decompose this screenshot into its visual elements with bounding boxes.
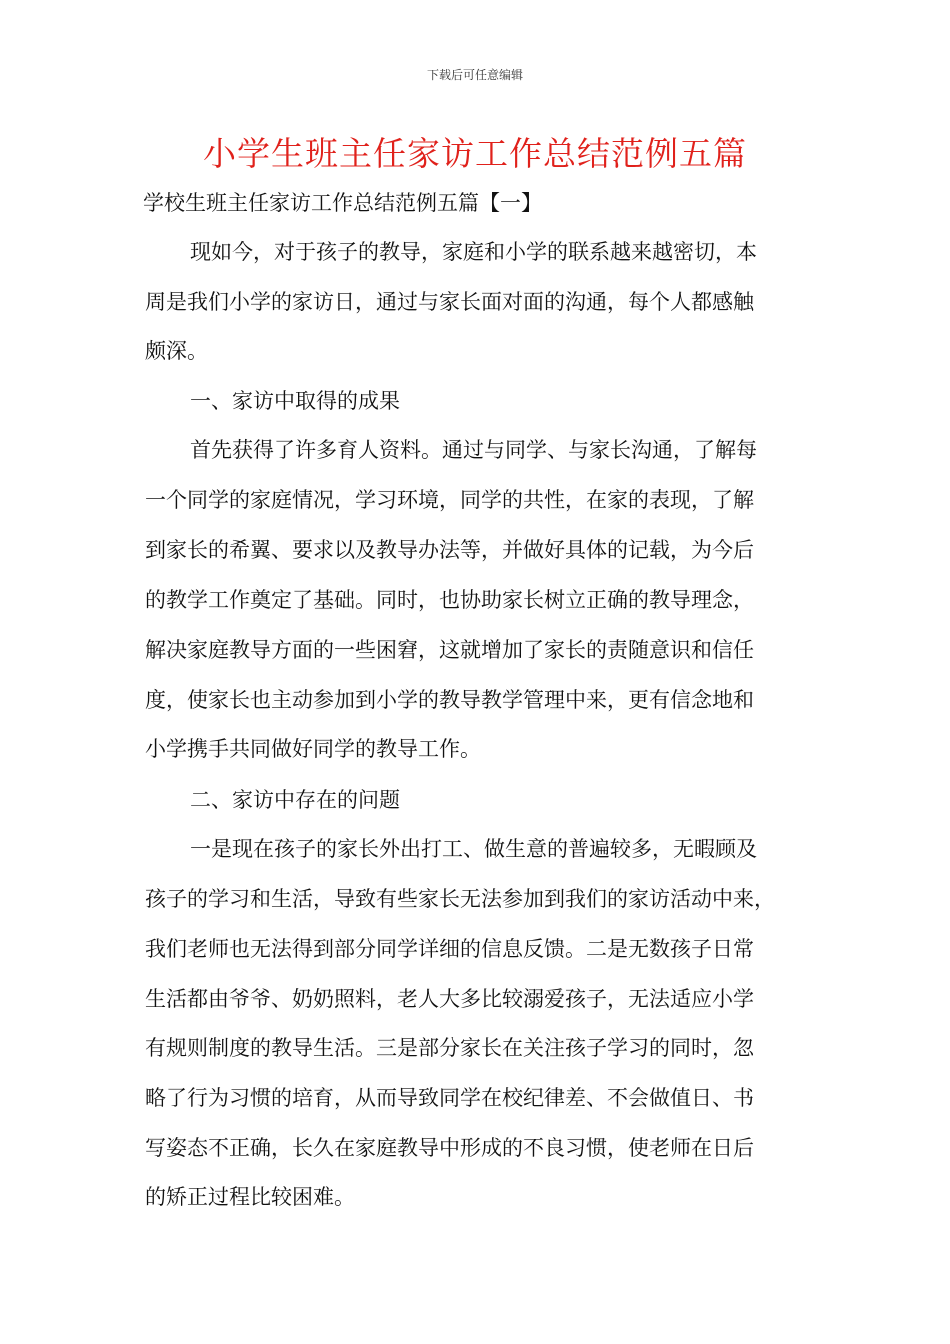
paragraph-line: 周是我们小学的家访日，通过与家长面对面的沟通，每个人都感触 — [145, 290, 754, 314]
paragraph-line: 有规则制度的教导生活。三是部分家长在关注孩子学习的同时，忽 — [145, 1036, 754, 1060]
paragraph-line: 写姿态不正确，长久在家庭教导中形成的不良习惯，使老师在日后 — [145, 1136, 754, 1160]
paragraph-line: 度，使家长也主动参加到小学的教导教学管理中来，更有信念地和 — [145, 688, 754, 712]
paragraph-line: 首先获得了许多育人资料。通过与同学、与家长沟通，了解每 — [190, 438, 757, 462]
paragraph-line: 孩子的学习和生活，导致有些家长无法参加到我们的家访活动中来， — [145, 887, 775, 911]
paragraph-line: 现如今，对于孩子的教导，家庭和小学的联系越来越密切，本 — [190, 240, 757, 264]
section-heading: 一、家访中取得的成果 — [190, 389, 400, 413]
paragraph-line: 解决家庭教导方面的一些困窘，这就增加了家长的责随意识和信任 — [145, 638, 754, 662]
paragraph-line: 一个同学的家庭情况，学习环境，同学的共性，在家的表现，了解 — [145, 488, 754, 512]
paragraph-line: 略了行为习惯的培育，从而导致同学在校纪律差、不会做值日、书 — [145, 1086, 754, 1110]
paragraph-line: 一是现在孩子的家长外出打工、做生意的普遍较多，无暇顾及 — [190, 837, 757, 861]
paragraph-line: 的矫正过程比较困难。 — [145, 1185, 355, 1209]
header-note: 下载后可任意编辑 — [426, 68, 523, 82]
paragraph-line: 的教学工作奠定了基础。同时，也协助家长树立正确的教导理念， — [145, 588, 754, 612]
paragraph-line: 到家长的希翼、要求以及教导办法等，并做好具体的记载，为今后 — [145, 538, 754, 562]
document-title: 小学生班主任家访工作总结范例五篇 — [203, 134, 747, 173]
section-subtitle: 学校生班主任家访工作总结范例五篇【一】 — [143, 191, 542, 215]
section-heading: 二、家访中存在的问题 — [190, 788, 400, 812]
paragraph-line: 生活都由爷爷、奶奶照料，老人大多比较溺爱孩子，无法适应小学 — [145, 987, 754, 1011]
paragraph-line: 小学携手共同做好同学的教导工作。 — [145, 737, 481, 761]
paragraph-line: 我们老师也无法得到部分同学详细的信息反馈。二是无数孩子日常 — [145, 937, 754, 961]
paragraph-line: 颇深。 — [145, 339, 208, 363]
